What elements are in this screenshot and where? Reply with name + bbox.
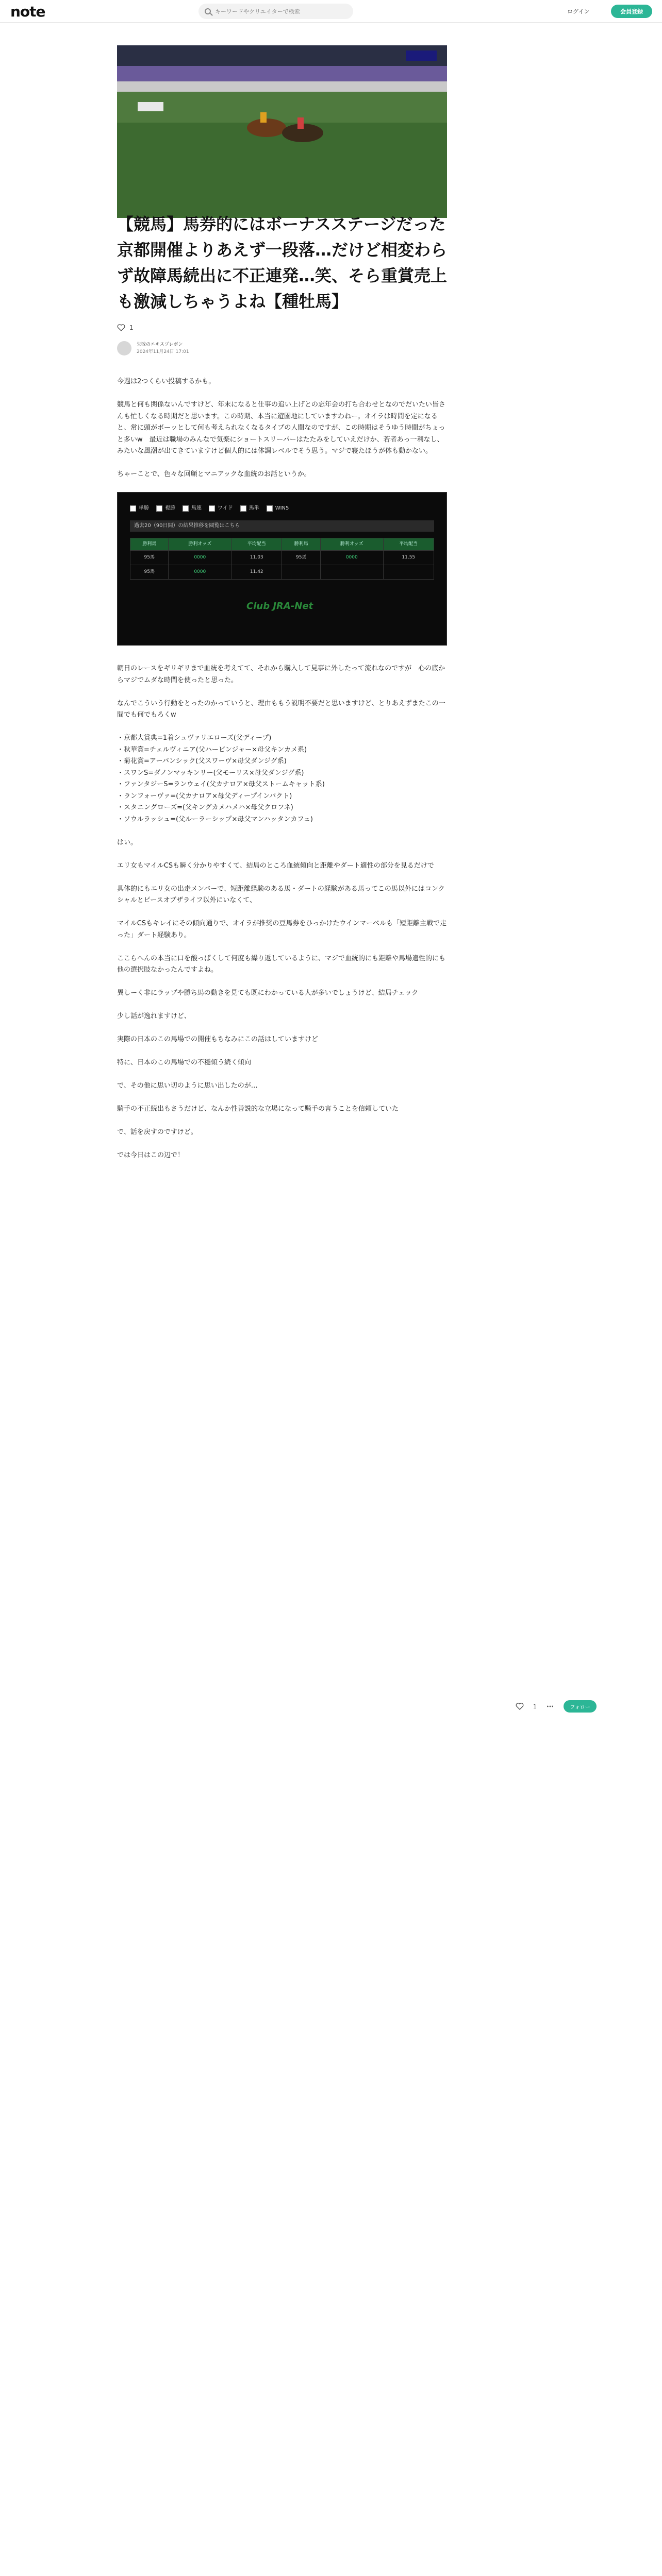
avatar[interactable]	[117, 341, 131, 355]
paragraph: 朝日のレースをギリギリまで血統を考えてて、それから購入して見事に外したって流れなのですが 心の底からマジでムダな時間を使ったと思った。	[117, 665, 445, 684]
side-like-count: 1	[533, 1703, 537, 1710]
checkbox-icon	[209, 505, 215, 512]
follow-button[interactable]: フォロー	[564, 1700, 597, 1713]
paragraph: 異しーく非にラップや勝ち馬の動きを見ても既にわかっている人が多いでしょうけど、結局チェック	[117, 989, 419, 997]
article	[117, 211, 447, 1173]
paragraph: なんでこういう行動をとったのかっていうと、理由ももう説明不要だと思いますけど、とりあえずまたこの一間でも何でもろくw	[117, 699, 445, 719]
more-icon[interactable]	[546, 1702, 554, 1710]
search-input[interactable]	[215, 8, 344, 15]
paragraph: 実際の日本のこの馬場での開催もちなみにこの話はしていますけど	[117, 1036, 319, 1043]
hero-image	[117, 45, 447, 218]
list-item: ・ファンタジーS=ランウェイ(父カナロア×母父ストームキャット系)	[117, 781, 325, 788]
table-row: 95馬 0000 11.42	[130, 565, 434, 579]
list-item: ・ランフォーヴァ=(父カナロア×母父ディープインパクト)	[117, 792, 292, 800]
heart-icon[interactable]	[516, 1702, 524, 1710]
login-link[interactable]: ログイン	[567, 8, 590, 15]
paragraph: 今週は2つくらい投稿するかも。	[117, 378, 216, 385]
author-name[interactable]: 失敗のエキスプレボン	[137, 342, 183, 347]
club-logo: Club JRA-Net	[246, 601, 313, 612]
checkbox-icon	[183, 505, 189, 512]
paragraph: 少し話が逸れますけど、	[117, 1012, 191, 1020]
odds-table: 勝利馬 勝利オッズ 平均配当 勝利馬 勝利オッズ 平均配当 95馬 0000 11.03 95馬 0000 11.55 95馬 0000 11.42	[130, 538, 434, 580]
article-body	[117, 376, 447, 1162]
paragraph: では今日はこの辺で！	[117, 1151, 185, 1159]
odds-screenshot	[117, 492, 447, 646]
checkbox-icon	[267, 505, 273, 512]
list-item: ・スタニングローズ=(父キングカメハメハ×母父クロフネ)	[117, 804, 293, 811]
paragraph: 騎手の不正続出もさうだけど、なんか性善説的な立場になって騎手の言うことを信頼していた	[117, 1105, 399, 1113]
search-icon	[205, 8, 211, 14]
site-header	[0, 0, 662, 23]
list-item: ・スワンS=ダノンマッキンリー(父モーリス×母父ダンジグ系)	[117, 769, 304, 777]
paragraph: 競馬と何も関係ないんですけど、年末になると仕事の追い上げとの忘年会の打ち合わせとなのでだいたい皆さんも忙しくなる時期だと思います。この時期、本当に遊園地にしていますわねー。オイラは時間を定になると、常に頭がボーッとして何も考えられなくなるタイプの人間なのですが、この時期はそうゆう時間がちょっと多いw 最近は職場のみんなで気楽にショートスリーパーはたたみをしていえだけか、若者あっ一利なし、みたいな風潮が出てきていますけど個人的には体調レベルでそう思う。マジで寝たほうが体も動かない。	[117, 401, 446, 455]
list-item: ・秋華賞=チェルヴィニア(父ハービンジャー×母父キンカメ系)	[117, 745, 307, 754]
paragraph: で、話を戻すのですけど。	[117, 1128, 197, 1136]
note-logo[interactable]: note	[10, 3, 45, 20]
paragraph: 具体的にもエリ女の出走メンバーで、短距離経験のある馬・ダートの経験がある馬ってこの馬以外にはコンクシャルとピースオブザライフ以外にいなくて、	[117, 885, 445, 904]
horse-race-photo	[117, 45, 447, 218]
list-item: ・菊花賞=アーバンシック(父スワーヴ×母父ダンジグ系)	[117, 757, 287, 765]
horse-list	[117, 733, 447, 825]
paragraph: ここらへんの本当に口を酸っぱくして何度も繰り返しているように、マジで血統的にも距離や馬場適性的にも他の選択肢なかったんですよね。	[117, 954, 446, 974]
paragraph: で、その他に思い切のように思い出したのが…	[117, 1082, 258, 1090]
like-row	[117, 324, 447, 332]
list-item: ・ソウルラッシュ=(父ルーラーシップ×母父マンハッタンカフェ)	[117, 815, 313, 823]
paragraph: マイルCSもキレイにその傾向通りで、オイラが推奨の豆馬券をひっかけたウインマーベルも「短距離主戦で走った」ダート経験あり。	[117, 920, 446, 939]
paragraph: エリ女もマイルCSも瞬く分かりやすくて、結局のところ血統傾向と距離やダート適性の部分を見るだけで	[117, 861, 434, 870]
list-item: ・京都大賞典=1着シュヴァリエローズ(父ディープ)	[117, 734, 272, 742]
article-title: 【競馬】馬券的にはボーナスステージだった京都開催よりあえず一段落…だけど相変わらず故障馬続出に不正連発…笑、そら重賞売上も激減しちゃうよね【種牡馬】	[117, 214, 448, 311]
odds-filters: 単勝 複勝 馬連 ワイド 馬単 WIN5	[130, 503, 289, 515]
checkbox-icon	[130, 505, 136, 512]
paragraph: はい。	[117, 838, 138, 846]
side-actions	[516, 1700, 597, 1713]
heart-icon[interactable]	[117, 324, 125, 332]
author-row[interactable]	[117, 341, 447, 355]
checkbox-icon	[240, 505, 246, 512]
signup-button[interactable]: 会員登録	[611, 5, 652, 18]
table-row: 95馬 0000 11.03 95馬 0000 11.55	[130, 550, 434, 565]
post-date: 2024年11月24日 17:01	[137, 349, 189, 354]
like-count: 1	[129, 324, 134, 331]
checkbox-icon	[156, 505, 162, 512]
paragraph: ちゃーことで、色々な回顧とマニアックな血統のお話というか。	[117, 470, 311, 478]
odds-subtitle: 過去20（90日間）の結果推移を閲覧はこちら	[130, 520, 434, 532]
paragraph: 特に、日本のこの馬場での不穏傾う続く傾向	[117, 1059, 252, 1066]
search-box[interactable]	[198, 4, 353, 19]
